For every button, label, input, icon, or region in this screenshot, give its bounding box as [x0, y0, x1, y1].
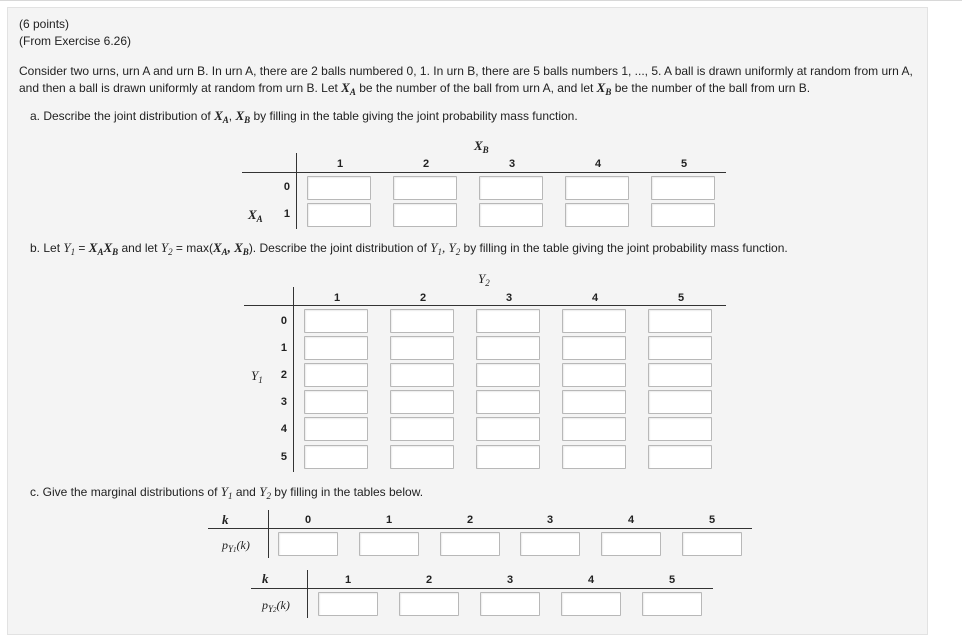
table-a-stub-line [296, 153, 297, 229]
marginal-y1-2-input[interactable] [440, 532, 500, 556]
table-c2-k-2: 2 [425, 574, 433, 586]
pmf-y1-3-y2-3-input[interactable] [476, 390, 540, 414]
pmf-y1-4-y2-5-input[interactable] [648, 417, 712, 441]
table-c2-row-label: $p_{Y2}(k)$ [262, 598, 290, 614]
table-c1-k-1: 1 [385, 514, 393, 526]
table-b-row-4-label: 4 [280, 423, 287, 435]
pmf-y1-3-y2-4-input[interactable] [562, 390, 626, 414]
marginal-y2-5-input[interactable] [642, 592, 702, 616]
table-b-col-2: 2 [419, 292, 427, 304]
table-b-header-line [244, 305, 726, 306]
table-a-col-2: 2 [422, 158, 430, 170]
table-c2-k-4: 4 [587, 574, 595, 586]
table-c1-stub-line [268, 510, 269, 558]
table-b-row-0-label: 0 [280, 315, 287, 327]
table-a-row-0-label: 0 [283, 181, 290, 193]
pmf-xa0-xb5-input[interactable] [651, 176, 715, 200]
pmf-xa1-xb5-input[interactable] [651, 203, 715, 227]
table-b-row-5-label: 5 [280, 451, 287, 463]
marginal-y1-3-input[interactable] [520, 532, 580, 556]
pmf-xa1-xb1-input[interactable] [307, 203, 371, 227]
table-b-col-var: $Y_2$ [478, 271, 490, 288]
table-c2-k-3: 3 [506, 574, 514, 586]
table-a-row-var: $X_A$ [248, 207, 263, 224]
table-a-header-line [242, 172, 726, 173]
table-b-row-2-label: 2 [280, 369, 287, 381]
part-b-instruction: b. Let $Y_1 = X_AX_B$ and let $Y_2 = \max(X_A$, $X_B$). Describe the joint distribution of $Y_1$, $Y_2$ by filling in the table giving the joint probability mass function. [30, 240, 788, 257]
pmf-y1-0-y2-4-input[interactable] [562, 309, 626, 333]
xb-symbol: $X_B$ [596, 80, 612, 97]
pmf-y1-4-y2-4-input[interactable] [562, 417, 626, 441]
pmf-xa0-xb3-input[interactable] [479, 176, 543, 200]
table-c1-row-label: $p_{Y1}(k)$ [222, 538, 250, 554]
table-c1-k-3: 3 [546, 514, 554, 526]
marginal-y1-0-input[interactable] [278, 532, 338, 556]
question-panel [7, 7, 928, 635]
pmf-y1-2-y2-3-input[interactable] [476, 363, 540, 387]
pmf-y1-1-y2-3-input[interactable] [476, 336, 540, 360]
source-label: (From Exercise 6.26) [19, 34, 132, 48]
pmf-xa0-xb1-input[interactable] [307, 176, 371, 200]
table-b-row-var: $Y_1$ [251, 368, 263, 385]
pmf-y1-4-y2-3-input[interactable] [476, 417, 540, 441]
table-c2-header-line [251, 588, 713, 589]
pmf-y1-4-y2-2-input[interactable] [390, 417, 454, 441]
pmf-y1-3-y2-2-input[interactable] [390, 390, 454, 414]
table-a-col-3: 3 [508, 158, 516, 170]
table-c1-header-line [208, 528, 752, 529]
pmf-xa0-xb4-input[interactable] [565, 176, 629, 200]
table-a-col-1: 1 [336, 158, 344, 170]
pmf-y1-0-y2-3-input[interactable] [476, 309, 540, 333]
pmf-y1-2-y2-5-input[interactable] [648, 363, 712, 387]
part-c-instruction: c. Give the marginal distributions of $Y_1$ and $Y_2$ by filling in the tables below. [30, 484, 424, 501]
pmf-y1-3-y2-5-input[interactable] [648, 390, 712, 414]
pmf-y1-2-y2-2-input[interactable] [390, 363, 454, 387]
marginal-y2-1-input[interactable] [318, 592, 378, 616]
pmf-y1-2-y2-1-input[interactable] [304, 363, 368, 387]
table-b-col-1: 1 [333, 292, 341, 304]
pmf-y1-4-y2-1-input[interactable] [304, 417, 368, 441]
pmf-y1-1-y2-5-input[interactable] [648, 336, 712, 360]
table-b-col-3: 3 [505, 292, 513, 304]
problem-line-2: and then a ball is drawn uniformly at random from urn B. Let $X_A$ be the number of the ball from urn A, and let $X_B$ be the number of the ball from urn B. [19, 80, 811, 97]
table-b-row-1-label: 1 [280, 342, 287, 354]
pmf-xa0-xb2-input[interactable] [393, 176, 457, 200]
pmf-y1-5-y2-5-input[interactable] [648, 445, 712, 469]
pmf-y1-1-y2-2-input[interactable] [390, 336, 454, 360]
problem-line-1: Consider two urns, urn A and urn B. In urn A, there are 2 balls numbered 0, 1. In urn B, there are 5 balls numbers 1, ..., 5. A ball is drawn uniformly at random from urn A, [19, 64, 913, 78]
marginal-y2-4-input[interactable] [561, 592, 621, 616]
pmf-y1-0-y2-1-input[interactable] [304, 309, 368, 333]
marginal-y2-3-input[interactable] [480, 592, 540, 616]
table-c2-stub-line [307, 570, 308, 618]
xa-symbol: $X_A$ [341, 80, 356, 97]
pmf-y1-5-y2-4-input[interactable] [562, 445, 626, 469]
pmf-y1-0-y2-5-input[interactable] [648, 309, 712, 333]
pmf-xa1-xb3-input[interactable] [479, 203, 543, 227]
part-a-instruction: a. Describe the joint distribution of $X_A$, $X_B$ by filling in the table giving the joint probability mass function. [30, 108, 578, 125]
marginal-y1-5-input[interactable] [682, 532, 742, 556]
table-c1-k-header: k [222, 512, 229, 527]
marginal-y1-1-input[interactable] [359, 532, 419, 556]
table-a-row-1-label: 1 [283, 208, 290, 220]
table-b-col-5: 5 [677, 292, 685, 304]
table-c2-k-1: 1 [344, 574, 352, 586]
points-label: (6 points) [19, 17, 70, 31]
pmf-y1-5-y2-3-input[interactable] [476, 445, 540, 469]
pmf-y1-5-y2-2-input[interactable] [390, 445, 454, 469]
pmf-xa1-xb4-input[interactable] [565, 203, 629, 227]
table-c1-k-0: 0 [304, 514, 312, 526]
pmf-y1-0-y2-2-input[interactable] [390, 309, 454, 333]
pmf-y1-1-y2-4-input[interactable] [562, 336, 626, 360]
marginal-y1-4-input[interactable] [601, 532, 661, 556]
pmf-y1-1-y2-1-input[interactable] [304, 336, 368, 360]
pmf-y1-2-y2-4-input[interactable] [562, 363, 626, 387]
table-c2-k-header: k [262, 571, 269, 586]
table-c1-k-4: 4 [627, 514, 635, 526]
top-divider [0, 0, 962, 1]
table-c1-k-5: 5 [708, 514, 716, 526]
table-a-col-var: $X_B$ [474, 138, 489, 155]
marginal-y2-2-input[interactable] [399, 592, 459, 616]
table-b-col-4: 4 [591, 292, 599, 304]
table-c1-k-2: 2 [466, 514, 474, 526]
table-c2-k-5: 5 [668, 574, 676, 586]
pmf-y1-3-y2-1-input[interactable] [304, 390, 368, 414]
table-b-row-3-label: 3 [280, 396, 287, 408]
table-b-stub-line [293, 287, 294, 472]
table-a-col-4: 4 [594, 158, 602, 170]
table-a-col-5: 5 [680, 158, 688, 170]
pmf-y1-5-y2-1-input[interactable] [304, 445, 368, 469]
pmf-xa1-xb2-input[interactable] [393, 203, 457, 227]
